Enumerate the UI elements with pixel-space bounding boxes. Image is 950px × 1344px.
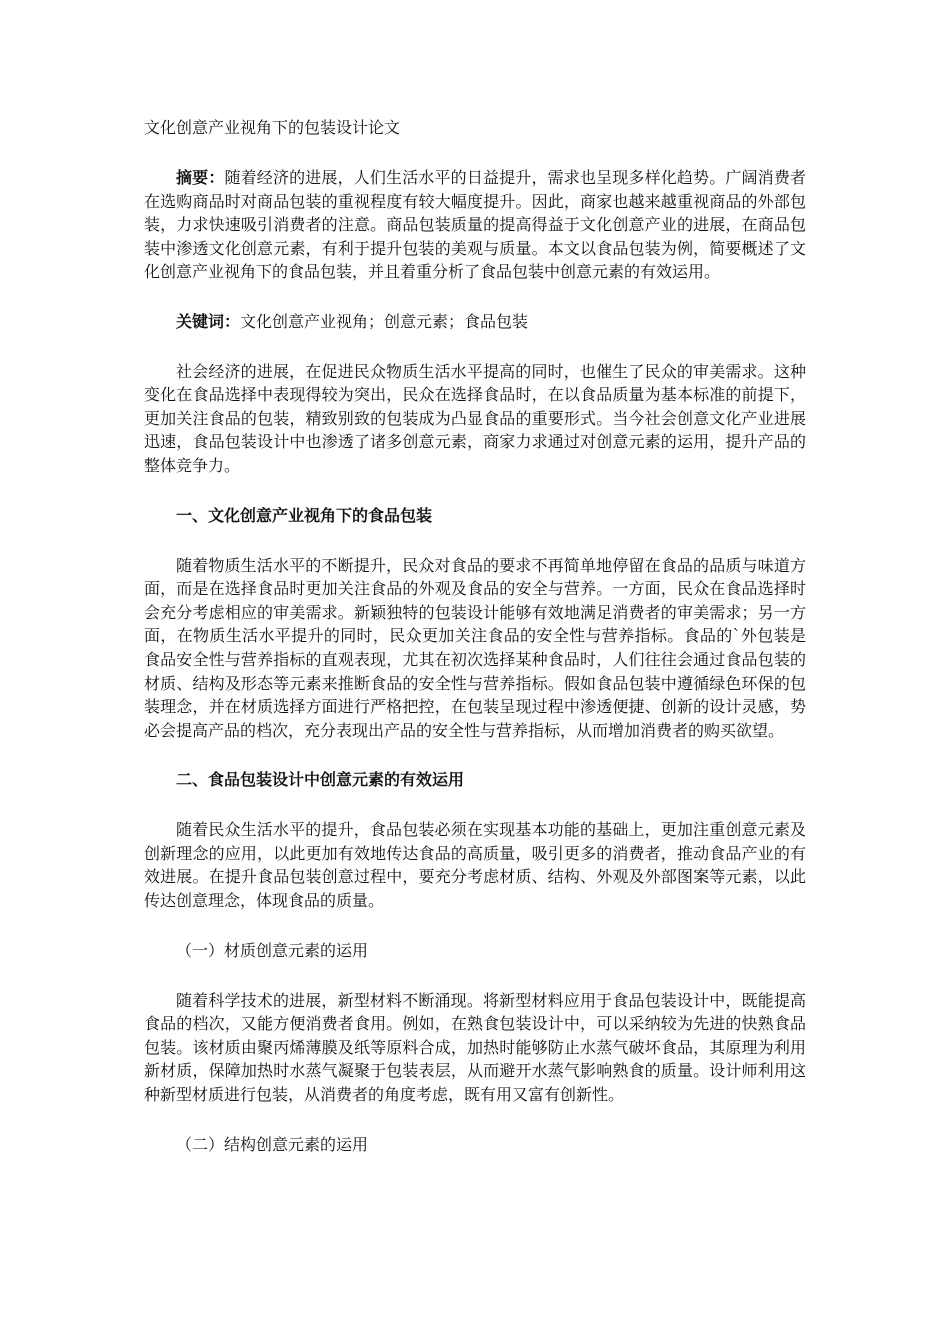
abstract-paragraph <box>144 166 806 284</box>
document-body <box>144 116 806 1183</box>
abstract-text: 随着经济的进展，人们生活水平的日益提升，需求也呈现多样化趋势。广阔消费者在选购商品时对商品包装的重视程度有较大幅度提升。因此，商家也越来越重视商品的外部包装，力求快速吸引消费者的注意。商品包装质量的提高得益于文化创意产业的进展，在商品包装中渗透文化创意元素，有利于提升包装的美观与质量。本文以食品包装为例，简要概述了文化创意产业视角下的食品包装，并且着重分析了食品包装中创意元素的有效运用。 <box>144 168 806 282</box>
keywords-text: 文化创意产业视角；创意元素；食品包装 <box>240 311 529 331</box>
section-1-heading: 一、文化创意产业视角下的食品包装 <box>176 505 433 525</box>
keywords-label: 关键词： <box>176 311 241 331</box>
intro-paragraph: 社会经济的进展，在促进民众物质生活水平提高的同时，也催生了民众的审美需求。这种变化在食品选择中表现得较为突出，民众在选择食品时，在以食品质量为基本标准的前提下，更加关注食品的包装，精致别致的包装成为凸显食品的重要形式。当今社会创意文化产业进展迅速，食品包装设计中也渗透了诸多创意元素，商家力求通过对创意元素的运用，提升产品的整体竞争力。 <box>144 361 806 475</box>
section-2-paragraph: 随着民众生活水平的提升，食品包装必须在实现基本功能的基础上，更加注重创意元素及创新理念的应用，以此更加有效地传达食品的高质量，吸引更多的消费者，推动食品产业的有效进展。在提升食品包装创意过程中，要充分考虑材质、结构、外观及外部图案等元素，以此传达创意理念，体现食品的质量。 <box>144 820 806 911</box>
document-title: 文化创意产业视角下的包装设计论文 <box>144 118 401 137</box>
subsection-1-paragraph: 随着科学技术的进展，新型材料不断涌现。将新型材料应用于食品包装设计中，既能提高食品的档次，又能方便消费者食用。例如，在熟食包装设计中，可以采纳较为先进的快熟食品包装。该材质由聚丙烯薄膜及纸等原料合成，加热时能够防止水蒸气破坏食品，其原理为利用新材质，保障加热时水蒸气凝聚于包装表层，从而避开水蒸气影响熟食的质量。设计师利用这种新型材质进行包装，从消费者的角度考虑，既有用又富有创新性。 <box>144 990 806 1105</box>
subsection-1-heading: （一）材质创意元素的运用 <box>176 940 369 960</box>
section-2-heading: 二、食品包装设计中创意元素的有效运用 <box>176 770 465 790</box>
section-1-paragraph: 随着物质生活水平的不断提升，民众对食品的要求不再简单地停留在食品的品质与味道方面，而是在选择食品时更加关注食品的外观及食品的安全与营养。一方面，民众在食品选择时会充分考虑相应的审美需求。新颖独特的包装设计能够有效地满足消费者的审美需求；另一方面，在物质生活水平提升的同时，民众更加关注食品的安全性与营养指标。食品的`外包装是食品安全性与营养指标的直观表现，尤其在初次选择某种食品时，人们往往会通过食品包装的材质、结构及形态等元素来推断食品的安全性与营养指标。假如食品包装中遵循绿色环保的包装理念，并在材质选择方面进行严格把控，在包装呈现过程中渗透便捷、创新的设计灵感，势必会提高产品的档次，充分表现出产品的安全性与营养指标，从而增加消费者的购买欲望。 <box>144 555 806 740</box>
keywords-paragraph <box>144 310 806 334</box>
abstract-label: 摘要： <box>176 168 225 187</box>
subsection-2-heading: （二）结构创意元素的运用 <box>176 1134 369 1154</box>
